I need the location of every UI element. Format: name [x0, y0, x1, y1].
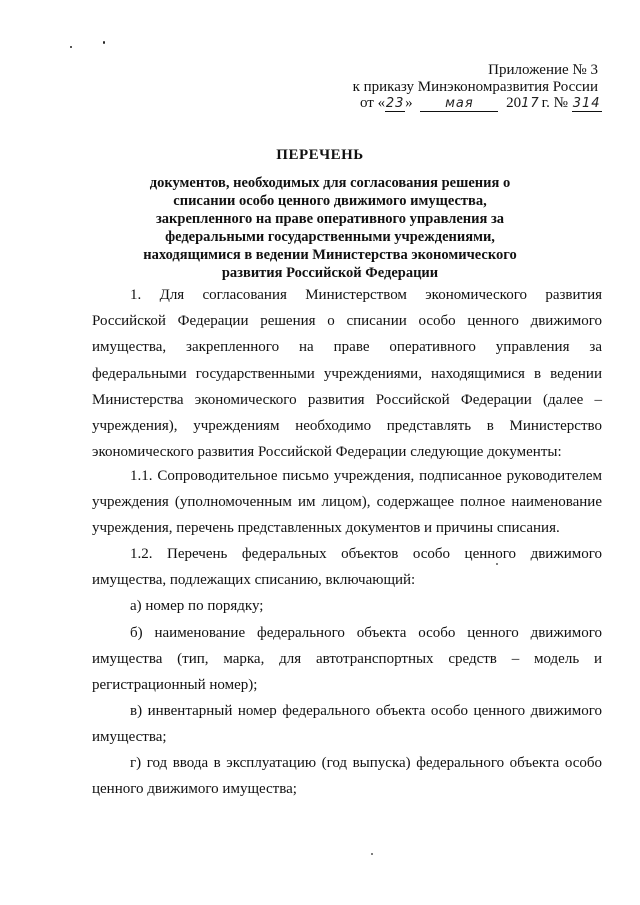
paragraph-1-1: 1.1. Сопроводительное письмо учреждения, подписанное руководителем учреждения (уполномоченным им лицом), содержащее полное наименование учреждения, перечень представленных документов и причины списания.	[92, 468, 602, 537]
document-subtitle: документов, необходимых для согласования решения о списании особо ценного движимого имущества, закрепленного на праве оперативного управления за федеральными государственными учреждениями, находящимися в ведении Министерства экономического развития Российской Федерации	[143, 175, 517, 281]
scan-speck	[103, 41, 105, 44]
appendix-label: Приложение № 3	[488, 62, 598, 78]
date-day-close: »	[405, 95, 413, 111]
list-item-a: а) номер по порядку;	[130, 598, 264, 614]
scan-speck	[371, 853, 373, 855]
handwritten-order-number: 314	[572, 96, 601, 111]
list-item-g: г) год ввода в эксплуатацию (год выпуска) федерального объекта особо ценного движимого имущества;	[92, 755, 602, 798]
handwritten-month: мая	[420, 97, 498, 112]
year-label: г. №	[541, 95, 568, 111]
order-date-line	[360, 95, 602, 112]
year-prefix: 20	[506, 95, 522, 111]
order-reference: к приказу Минэкономразвития России	[352, 79, 598, 95]
handwritten-day: 23	[385, 96, 405, 111]
date-prefix: от «	[360, 95, 386, 111]
list-item-v: в) инвентарный номер федерального объекта особо ценного движимого имущества;	[92, 703, 602, 746]
paragraph-1-2: 1.2. Перечень федеральных объектов особо ценного движимого имущества, подлежащих списанию, включающий:	[92, 546, 602, 589]
document-title: ПЕРЕЧЕНЬ	[276, 147, 364, 163]
handwritten-year: 17	[521, 96, 540, 111]
list-item-b: б) наименование федерального объекта особо ценного движимого имущества (тип, марка, для автотранспортных средств – модель и регистрационный номер);	[92, 625, 602, 694]
scan-speck	[70, 46, 72, 48]
scan-speck	[496, 563, 498, 565]
paragraph-1: 1. Для согласования Министерством экономического развития Российской Федерации решения о списании особо ценного движимого имущества, закрепленного на праве оперативного управления за федеральными государственными учреждениями, находящимися в ведении Министерства экономического развития Российской Федерации (далее – учреждения), учреждениям необходимо представлять в Министерство экономического развития Российской Федерации следующие документы:	[92, 287, 602, 461]
